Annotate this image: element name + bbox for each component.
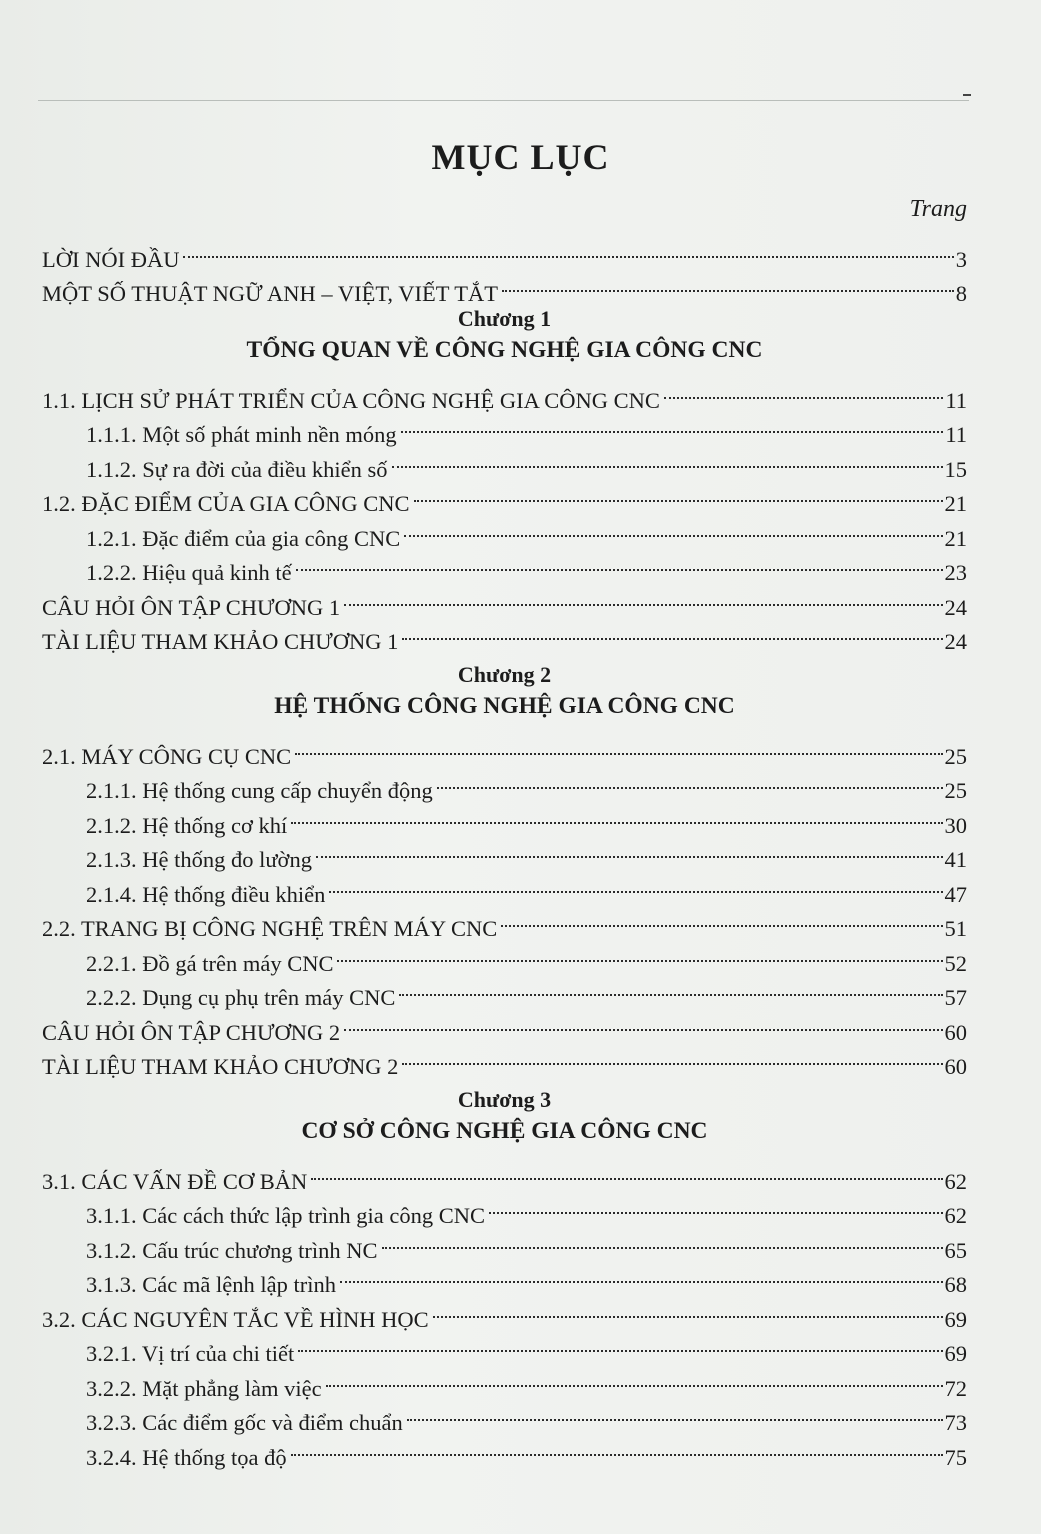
toc-entry-page: 57 xyxy=(944,985,967,1010)
toc-entry-page: 72 xyxy=(944,1375,967,1401)
dot-leader xyxy=(340,1247,943,1284)
toc-entry-page: 15 xyxy=(944,456,967,482)
toc-entry-label: 2.1. MÁY CÔNG CỤ CNC xyxy=(42,743,292,769)
toc-entry-page: 11 xyxy=(945,387,967,413)
chapter-entries xyxy=(42,727,967,1079)
table-of-contents xyxy=(42,230,967,1470)
toc-entry-page: 8 xyxy=(955,281,967,306)
toc-entry-label: LỜI NÓI ĐẦU xyxy=(42,246,180,272)
dot-leader xyxy=(291,1419,943,1456)
toc-entry-page: 24 xyxy=(944,594,967,620)
toc-entry-page: 62 xyxy=(944,1203,967,1228)
toc-entry-page: 41 xyxy=(944,847,967,872)
page-column-label: Trang xyxy=(909,196,967,222)
dot-leader xyxy=(392,431,943,468)
chapter-number: Chương 1 xyxy=(457,306,552,331)
dot-leader xyxy=(337,925,942,962)
dot-leader xyxy=(296,535,943,572)
chapter-entries xyxy=(42,371,967,654)
dot-leader xyxy=(326,1350,943,1387)
toc-entry-label: TÀI LIỆU THAM KHẢO CHƯƠNG 2 xyxy=(42,1054,399,1079)
chapter-number: Chương 2 xyxy=(457,662,552,687)
toc-entry-label: 2.1.3. Hệ thống đo lường xyxy=(86,847,312,872)
toc-entry-page: 21 xyxy=(944,525,967,551)
toc-entry-label: 2.2. TRANG BỊ CÔNG NGHỆ TRÊN MÁY CNC xyxy=(42,916,498,941)
toc-entry-label: 1.1. LỊCH SỬ PHÁT TRIỂN CỦA CÔNG NGHỆ GIA CÔNG CNC xyxy=(42,387,660,413)
toc-entry-page: 30 xyxy=(944,812,967,838)
toc-entry-page: 69 xyxy=(944,1306,967,1332)
dot-leader xyxy=(344,994,942,1031)
toc-entry-page: 69 xyxy=(944,1341,967,1366)
toc-entry-page: 68 xyxy=(944,1272,967,1297)
toc-entry-page: 60 xyxy=(944,1019,967,1045)
toc-entry-page: 75 xyxy=(944,1444,967,1470)
toc-entry-label: 3.2.2. Mặt phẳng làm việc xyxy=(86,1375,322,1401)
chapter-number: Chương 3 xyxy=(457,1087,552,1112)
dot-leader xyxy=(399,960,942,997)
toc-entry-label: MỘT SỐ THUẬT NGỮ ANH – VIỆT, VIẾT TẮT xyxy=(42,281,499,306)
toc-entry-page: 25 xyxy=(944,743,967,769)
dot-leader xyxy=(382,1212,943,1249)
toc-entry-page: 65 xyxy=(944,1237,967,1263)
dot-leader xyxy=(437,753,943,790)
dot-leader xyxy=(344,569,942,606)
header-rule xyxy=(38,100,969,101)
toc-entry-label: 1.2. ĐẶC ĐIỂM CỦA GIA CÔNG CNC xyxy=(42,491,410,516)
toc-entry-label: 2.2.2. Dụng cụ phụ trên máy CNC xyxy=(86,985,396,1010)
toc-entry-label: 3.1. CÁC VẤN ĐỀ CƠ BẢN xyxy=(42,1168,308,1194)
dot-leader xyxy=(295,718,942,755)
chapter-title: HỆ THỐNG CÔNG NGHỆ GIA CÔNG CNC xyxy=(274,693,735,719)
dot-leader xyxy=(433,1281,943,1318)
dot-leader xyxy=(407,1385,943,1422)
toc-entry-label: 1.2.2. Hiệu quả kinh tế xyxy=(86,560,292,585)
dot-leader xyxy=(311,1143,942,1180)
toc-entry-page: 52 xyxy=(944,950,967,976)
toc-entry-label: 3.2.1. Vị trí của chi tiết xyxy=(86,1341,295,1366)
header-mark xyxy=(963,94,971,96)
toc-entry-label: 2.2.1. Đồ gá trên máy CNC xyxy=(86,950,334,976)
toc-entry-label: CÂU HỎI ÔN TẬP CHƯƠNG 2 xyxy=(42,1019,341,1045)
dot-leader xyxy=(183,221,953,258)
dot-leader xyxy=(501,891,942,928)
dot-leader xyxy=(402,604,942,641)
chapter-title: CƠ SỞ CÔNG NGHỆ GIA CÔNG CNC xyxy=(301,1118,708,1144)
toc-entry-label: TÀI LIỆU THAM KHẢO CHƯƠNG 1 xyxy=(42,629,399,654)
dot-leader xyxy=(414,466,943,503)
toc-entry-page: 3 xyxy=(955,246,967,272)
toc-entry-page: 24 xyxy=(944,629,967,654)
dot-leader xyxy=(291,787,942,824)
toc-entry-page: 62 xyxy=(944,1168,967,1194)
toc-entry-label: 3.1.3. Các mã lệnh lập trình xyxy=(86,1272,336,1297)
dot-leader xyxy=(298,1316,942,1353)
dot-leader xyxy=(502,256,954,293)
toc-entry-label: 1.2.1. Đặc điểm của gia công CNC xyxy=(86,525,401,551)
toc-entry-label: 1.1.2. Sự ra đời của điều khiển số xyxy=(86,456,388,482)
dot-leader xyxy=(316,822,943,859)
toc-entry-label: 2.1.2. Hệ thống cơ khí xyxy=(86,812,288,838)
page-title: MỤC LỤC xyxy=(431,137,610,177)
toc-entry-page: 23 xyxy=(944,560,967,585)
chapter-entries xyxy=(42,1152,967,1470)
toc-entry-page: 73 xyxy=(944,1410,967,1435)
toc-entry-page: 47 xyxy=(944,881,967,907)
toc-entry-label: 3.2. CÁC NGUYÊN TẮC VỀ HÌNH HỌC xyxy=(42,1306,429,1332)
toc-entry-label: 3.2.3. Các điểm gốc và điểm chuẩn xyxy=(86,1410,403,1435)
toc-entry-label: 2.1.1. Hệ thống cung cấp chuyển động xyxy=(86,778,433,803)
dot-leader xyxy=(489,1178,943,1215)
toc-entry-page: 60 xyxy=(944,1054,967,1079)
toc-entry-label: CÂU HỎI ÔN TẬP CHƯƠNG 1 xyxy=(42,594,341,620)
toc-entry-label: 3.2.4. Hệ thống tọa độ xyxy=(86,1444,287,1470)
dot-leader xyxy=(404,500,942,537)
toc-entry-page: 25 xyxy=(944,778,967,803)
toc-entry-page: 11 xyxy=(945,422,967,447)
dot-leader xyxy=(402,1029,942,1066)
dot-leader xyxy=(401,397,944,434)
toc-entry-label: 3.1.1. Các cách thức lập trình gia công CNC xyxy=(86,1203,485,1228)
chapter-title: TỔNG QUAN VỀ CÔNG NGHỆ GIA CÔNG CNC xyxy=(246,337,763,363)
dot-leader xyxy=(664,362,943,399)
toc-entry-page: 21 xyxy=(944,491,967,516)
dot-leader xyxy=(329,856,942,893)
toc-entry-label: 1.1.1. Một số phát minh nền móng xyxy=(86,422,397,447)
toc-entry-label: 2.1.4. Hệ thống điều khiển xyxy=(86,881,326,907)
toc-entry-page: 51 xyxy=(944,916,967,941)
toc-entry-label: 3.1.2. Cấu trúc chương trình NC xyxy=(86,1237,378,1263)
